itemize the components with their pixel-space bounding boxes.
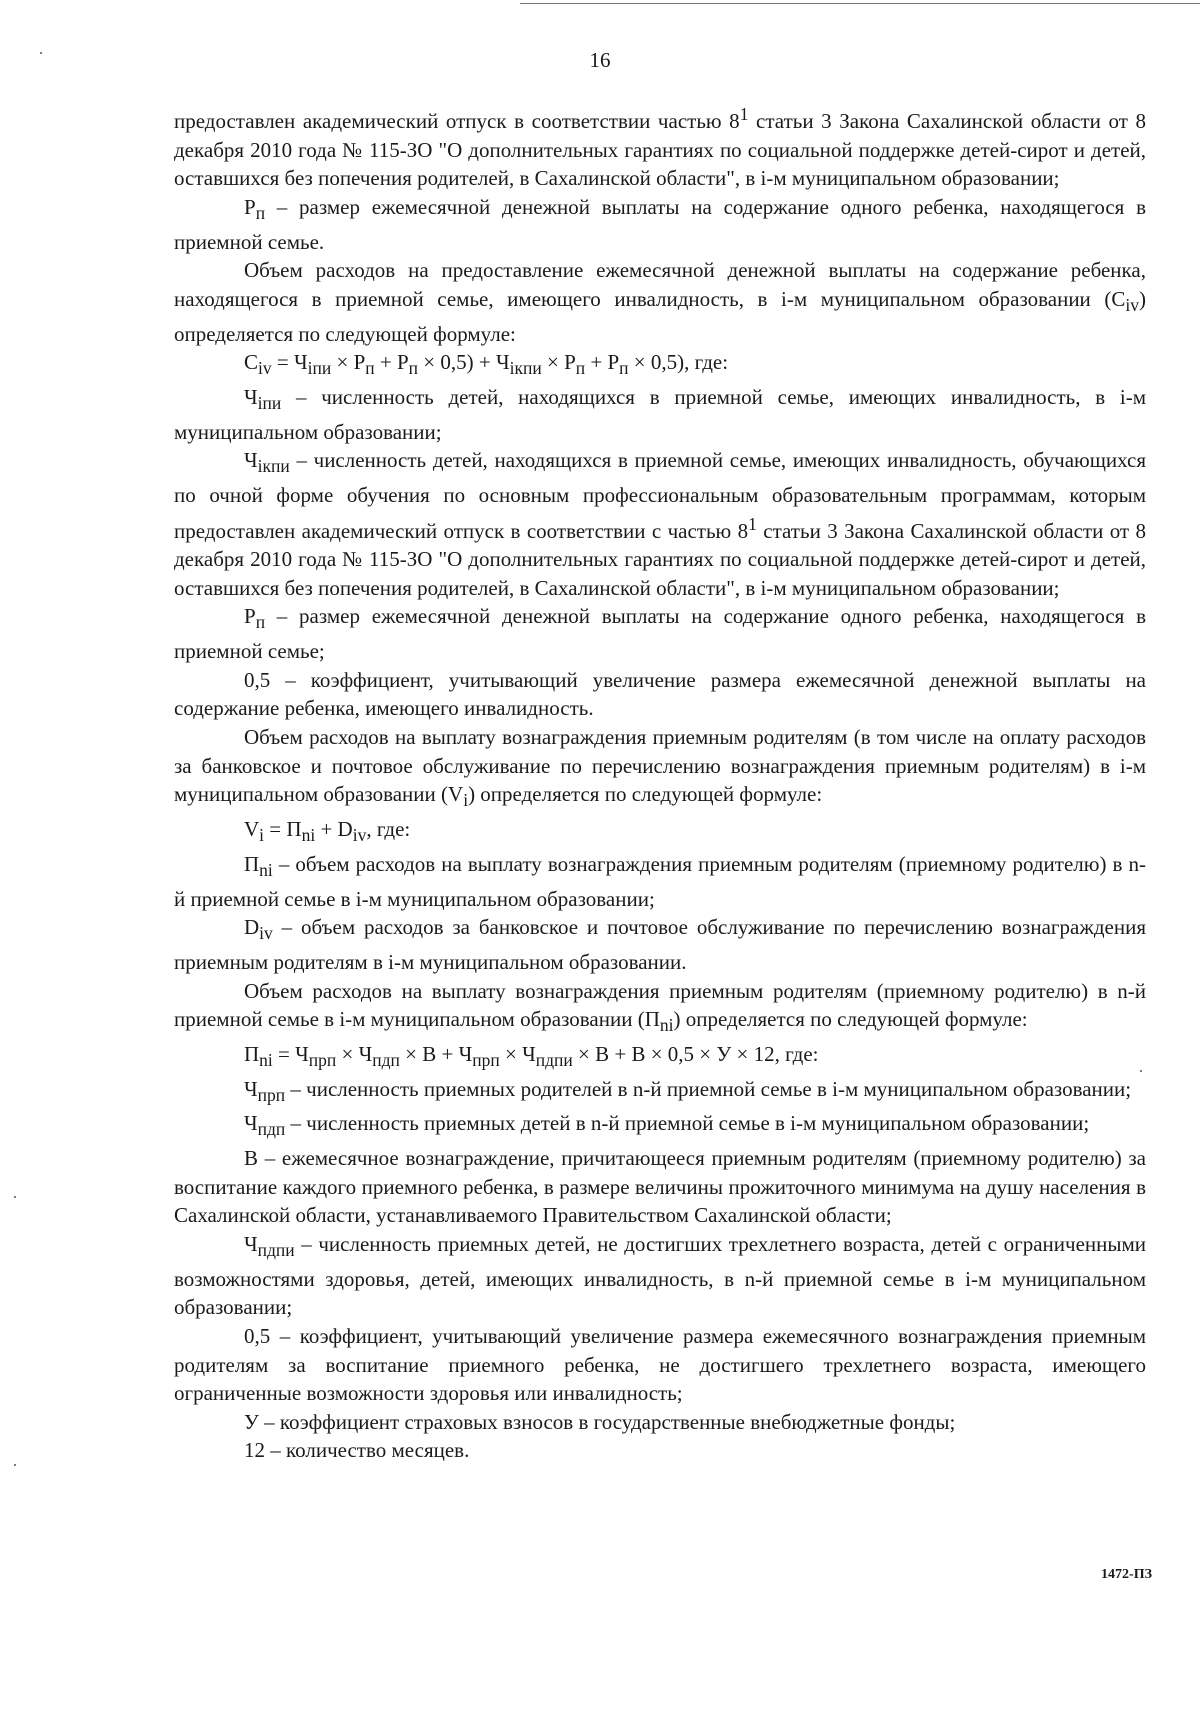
body-paragraph: $Р_п$ – размер ежемесячной денежной выплаты на содержание одного ребенка, находящегося в приемной семье.: [174, 194, 1146, 254]
document-code: 1472-ПЗ: [1101, 1567, 1152, 1582]
scan-speck: [14, 1464, 16, 1466]
formula-line: $V_i = П_{ni} + D_{iv}$, где:: [244, 816, 411, 846]
body-paragraph: $Ч_{iпи}$ – численность детей, находящихся в приемной семье, имеющих инвалидность, в i-м муниципальном образовании;: [174, 384, 1146, 444]
body-paragraph: Объем расходов на выплату вознаграждения приемным родителям (приемному родителю) в n-й приемной семье в i-м муниципальном образовании $(П_{ni})$ определяется по следующей формуле:: [174, 978, 1146, 1036]
formula-line: $С_{iv} = Ч_{iпи} \times Р_п + Р_п \times 0,5) + Ч_{iкпи} \times Р_п + Р_п \times 0,5$), где:: [244, 350, 729, 379]
body-paragraph: У – коэффициент страховых взносов в государственные внебюджетные фонды;: [244, 1409, 956, 1434]
page-number: 16: [589, 48, 611, 72]
scan-speck: [14, 1196, 16, 1198]
body-paragraph: предоставлен академический отпуск в соответствии частью $8^1$ статьи 3 Закона Сахалинской области от 8 декабря 2010 года № 115-ЗО "О дополнительных гарантиях по социальной поддержке детей-сирот и детей, оставшихся без попечения родителей, в Сахалинской области", в i-м муниципальном образовании;: [174, 104, 1146, 191]
body-paragraph: $Ч_{iкпи}$ – численность детей, находящихся в приемной семье, имеющих инвалидность, обучающихся по очной форме обучения по основным профессиональным образовательным программам, которым предоставлен академический отпуск в соответствии с частью $8^1$ статьи 3 Закона Сахалинской области от 8 декабря 2010 года № 115-ЗО "О дополнительных гарантиях по социальной поддержке детей-сирот и детей, оставшихся без попечения родителей, в Сахалинской области", в i-м муниципальном образовании;: [174, 448, 1146, 600]
body-paragraph: 12 – количество месяцев.: [244, 1438, 470, 1463]
body-paragraph: 0,5 – коэффициент, учитывающий увеличение размера ежемесячного вознаграждения приемным родителям за воспитание приемного ребенка, не достигшего трехлетнего возраста, имеющего ограниченные возможности здоровья или инвалидность;: [174, 1323, 1146, 1406]
scan-top-edge-line: [520, 3, 1200, 4]
body-paragraph: $Ч_{пдпи}$ – численность приемных детей, не достигших трехлетнего возраста, детей с ограниченными возможностями здоровья, детей, имеющих инвалидность, в n-й приемной семье в i-м муниципальном образовании;: [174, 1232, 1146, 1320]
body-paragraph: Объем расходов на выплату вознаграждения приемным родителям (в том числе на оплату расходов за банковское и почтовое обслуживание по перечислению вознаграждения приемным родителям) в i-м муниципальном образовании $(V_i)$ определяется по следующей формуле:: [174, 725, 1146, 811]
body-paragraph: $Р_п$ – размер ежемесячной денежной выплаты на содержание одного ребенка, находящегося в приемной семье;: [174, 604, 1146, 664]
body-paragraph: $Ч_{прп}$ – численность приемных родителей в n-й приемной семье в i-м муниципальном образовании;: [244, 1076, 1132, 1105]
body-paragraph: $Ч_{пдп}$ – численность приемных детей в n-й приемной семье в i-м муниципальном образовании;: [244, 1111, 1090, 1140]
body-paragraph: $П_{ni}$ – объем расходов на выплату вознаграждения приемным родителям (приемному родителю) в n-й приемной семье в i-м муниципальном образовании;: [174, 851, 1146, 911]
document-body: [174, 100, 1146, 1465]
body-paragraph: 0,5 – коэффициент, учитывающий увеличение размера ежемесячной денежной выплаты на содержание ребенка, имеющего инвалидность.: [174, 667, 1146, 721]
body-paragraph: $D_{iv}$ – объем расходов за банковское и почтовое обслуживание по перечислению вознаграждения приемным родителям в i-м муниципальном образовании.: [174, 915, 1146, 974]
body-paragraph: В – ежемесячное вознаграждение, причитающееся приемным родителям (приемному родителю) за воспитание каждого приемного ребенка, в размере величины прожиточного минимума на душу населения в Сахалинской области, устанавливаемого Правительством Сахалинской области;: [174, 1146, 1146, 1228]
body-paragraph: Объем расходов на предоставление ежемесячной денежной выплаты на содержание ребенка, находящегося в приемной семье, имеющего инвалидность, в i-м муниципальном образовании $(С_{iv})$ определяется по следующей формуле:: [174, 258, 1146, 346]
formula-line: $П_{ni} = Ч_{прп} \times Ч_{пдп} \times В + Ч_{прп} \times Ч_{пдпи} \times В + В \times 0,5 \times У \times 12$, где:: [244, 1041, 819, 1071]
